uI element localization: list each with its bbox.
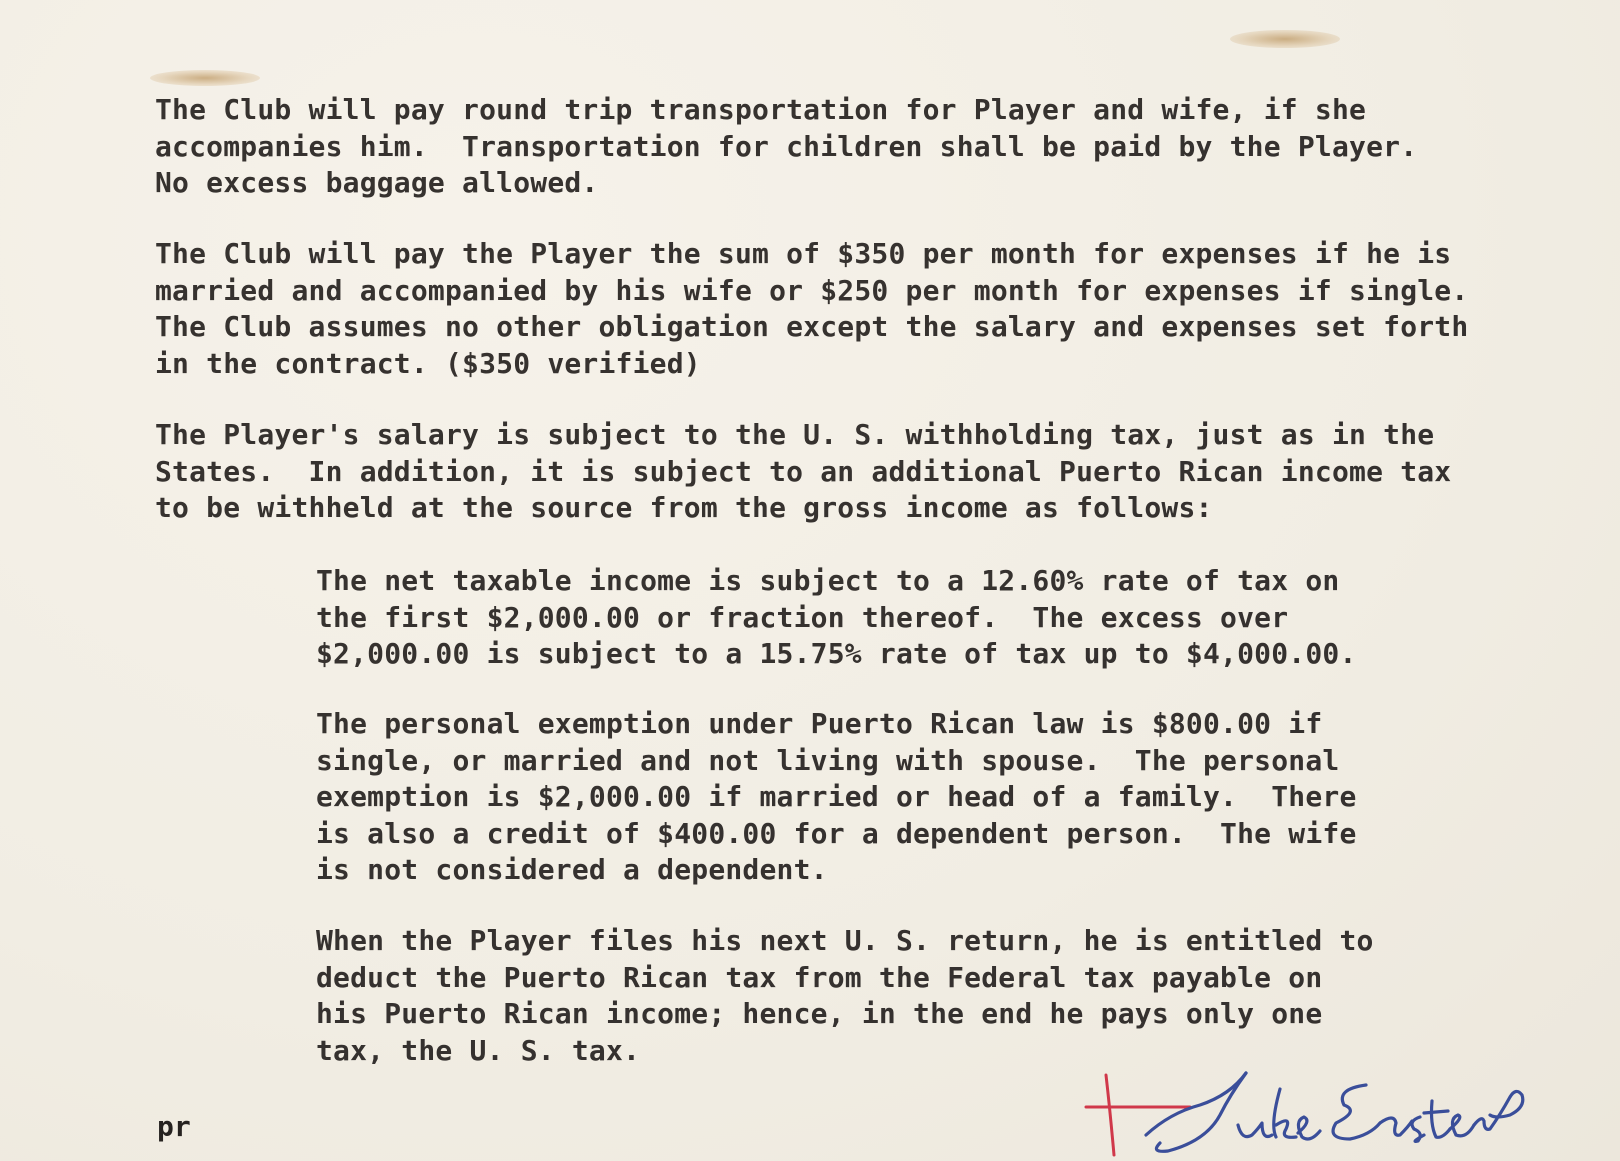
paragraph-personal-exemption: The personal exemption under Puerto Rican law is $800.00 if single, or married and not living with spouse. The personal exemption is $2,000.00 if married or head of a family. There is also a credit of $400.00 for a dependent person. The wife is not considered a dependent.: [316, 707, 1357, 886]
paragraph-transportation: The Club will pay round trip transportation for Player and wife, if she accompanies him. Transportation for children shall be paid by the Player. No excess baggage allowed.: [155, 93, 1418, 199]
stain-mark-left: [150, 70, 260, 86]
paragraph-tax-rates: The net taxable income is subject to a 12.60% rate of tax on the first $2,000.00 or fraction thereof. The excess over $2,000.00 is subject to a 15.75% rate of tax up to $4,000.00.: [316, 564, 1357, 670]
signature: [1080, 1055, 1560, 1161]
paragraph-withholding-tax: The Player's salary is subject to the U. S. withholding tax, just as in the States. In addition, it is subject to an additional Puerto Rican income tax to be withheld at the source from the gross income as follows:: [155, 418, 1452, 524]
paragraph-federal-deduction: When the Player files his next U. S. return, he is entitled to deduct the Puerto Rican tax from the Federal tax payable on his Puerto Rican income; hence, in the end he pays only one tax, the U. S. tax.: [316, 924, 1374, 1067]
signature-handwriting: [1146, 1073, 1523, 1151]
paragraph-expenses: The Club will pay the Player the sum of $350 per month for expenses if he is married and accompanied by his wife or $250 per month for expenses if single. The Club assumes no other obligation except the salary and expenses set forth in the contract. ($350 verified): [155, 237, 1469, 380]
typist-initials: pr: [157, 1110, 191, 1143]
stain-mark-right: [1230, 30, 1340, 48]
